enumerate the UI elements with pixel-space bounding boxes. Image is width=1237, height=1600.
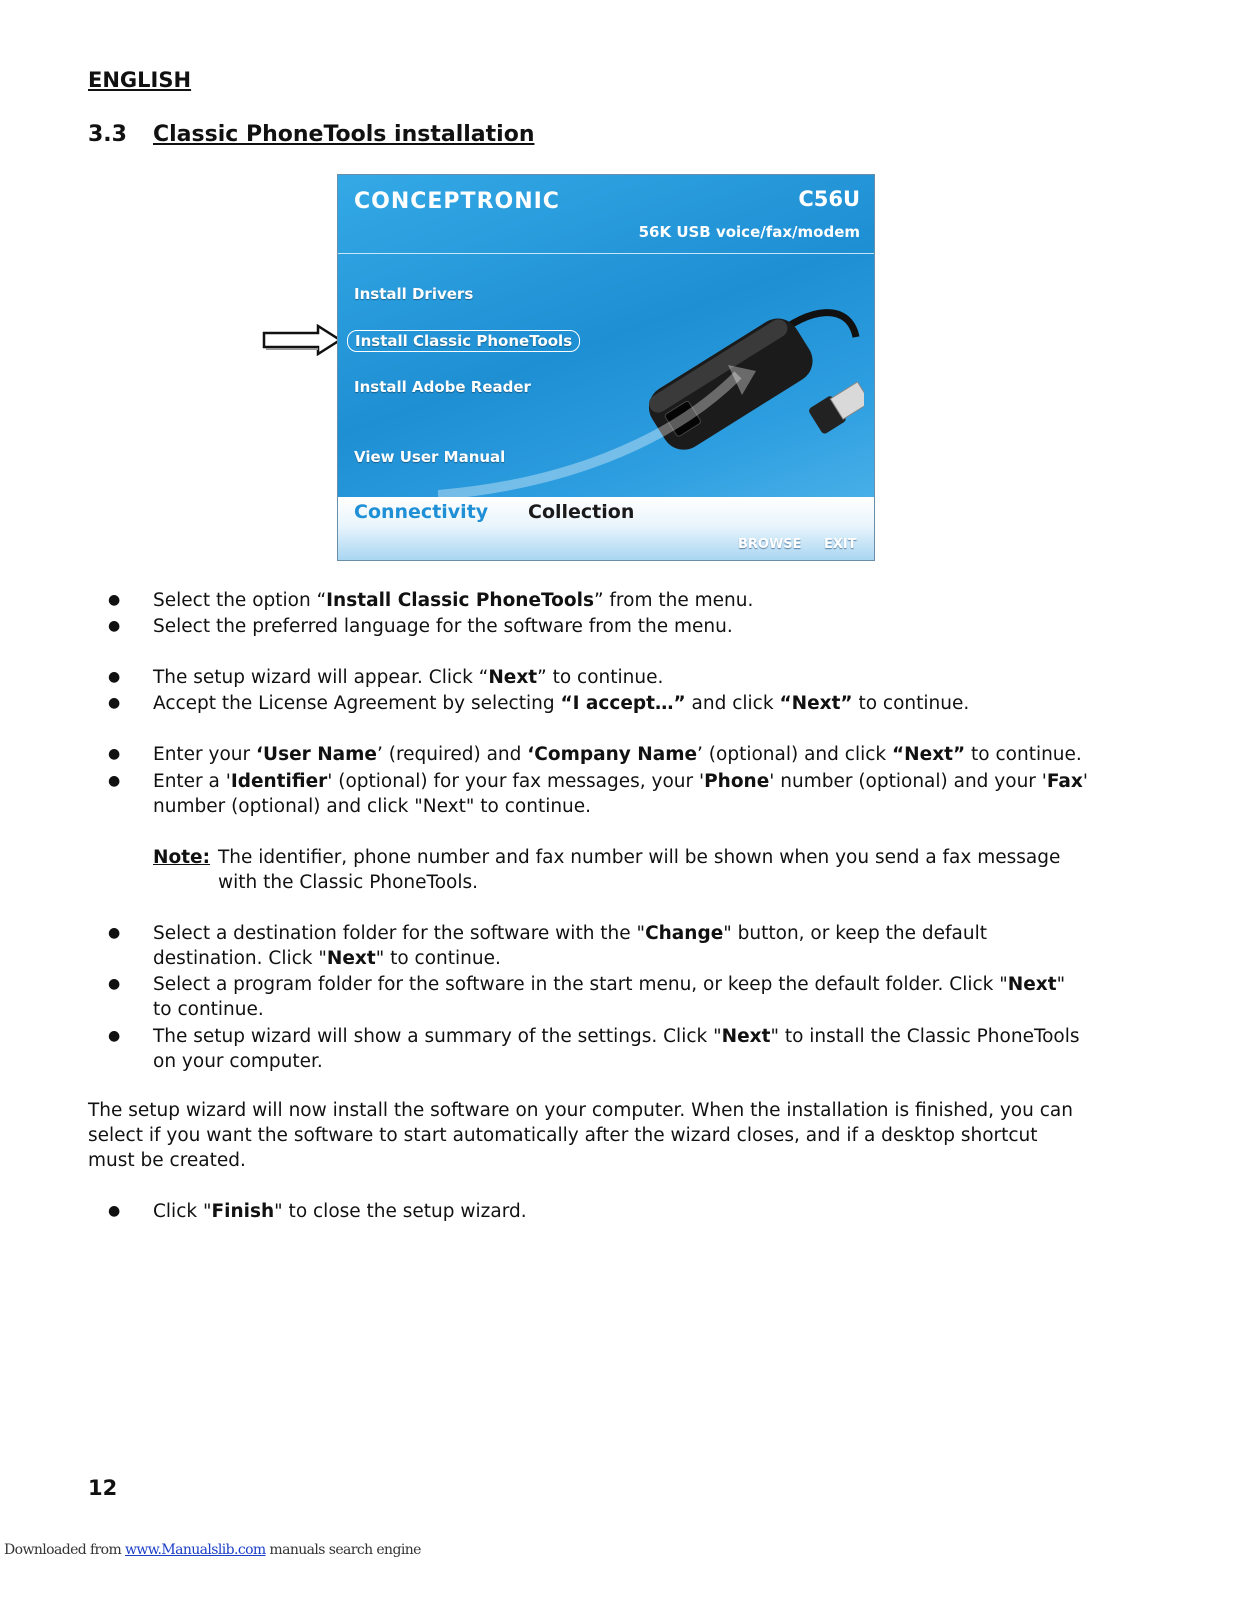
header-divider: [338, 253, 874, 254]
browse-button[interactable]: BROWSE: [738, 537, 802, 552]
page-number: 12: [88, 1476, 118, 1500]
list-item-continuation: destination. Click "Next" to continue.: [153, 948, 501, 969]
bullet-icon: ●: [108, 925, 121, 941]
exit-button[interactable]: EXIT: [824, 537, 857, 552]
brand-logo: CONCEPTRONIC: [354, 189, 560, 214]
list-item: The setup wizard will appear. Click “Next” to continue.: [153, 667, 664, 688]
list-item: Enter a 'Identifier' (optional) for your fax messages, your 'Phone' number (optional) and your 'Fax': [153, 771, 1088, 792]
menu-install-adobe-reader[interactable]: Install Adobe Reader: [354, 378, 531, 396]
bullet-icon: ●: [108, 695, 121, 711]
list-item: Select a program folder for the software in the start menu, or keep the default folder. Click "Next": [153, 974, 1066, 995]
list-item: Select a destination folder for the software with the "Change" button, or keep the default: [153, 923, 988, 944]
installer-screenshot: [337, 174, 875, 561]
list-item: Click "Finish" to close the setup wizard.: [153, 1201, 527, 1222]
note-text-line1: The identifier, phone number and fax number will be shown when you send a fax message: [218, 847, 1061, 868]
paragraph-line: must be created.: [88, 1150, 246, 1171]
list-item-continuation: on your computer.: [153, 1051, 323, 1072]
list-item: The setup wizard will show a summary of the settings. Click "Next" to install the Classic PhoneTools: [153, 1026, 1080, 1047]
list-item: Select the option “Install Classic PhoneTools” from the menu.: [153, 590, 754, 611]
product-subtitle: 56K USB voice/fax/modem: [638, 223, 860, 241]
list-item: Select the preferred language for the software from the menu.: [153, 616, 733, 637]
list-item: Enter your ‘User Name’ (required) and ‘Company Name’ (optional) and click “Next” to continue.: [153, 744, 1082, 765]
note-text-line2: with the Classic PhoneTools.: [218, 872, 478, 893]
swoosh-graphic: [438, 365, 758, 505]
note-label: Note:: [153, 847, 210, 868]
bullet-icon: ●: [108, 1203, 121, 1219]
section-number: 3.3: [88, 122, 127, 147]
list-item-continuation: number (optional) and click "Next" to continue.: [153, 796, 592, 817]
model-name: C56U: [798, 187, 860, 211]
collection-label-2: Collection: [528, 501, 635, 523]
bullet-icon: ●: [108, 773, 121, 789]
bullet-icon: ●: [108, 976, 121, 992]
bullet-icon: ●: [108, 1028, 121, 1044]
paragraph-line: The setup wizard will now install the software on your computer. When the installation is finished, you can: [88, 1100, 1073, 1121]
download-footer: Downloaded from www.Manualslib.com manuals search engine: [4, 1542, 421, 1558]
right-arrow-icon: [262, 324, 342, 356]
menu-install-drivers[interactable]: Install Drivers: [354, 285, 474, 303]
menu-install-classic-phonetools[interactable]: Install Classic PhoneTools: [347, 330, 580, 352]
menu-view-user-manual[interactable]: View User Manual: [354, 448, 506, 466]
list-item-continuation: to continue.: [153, 999, 264, 1020]
section-title: Classic PhoneTools installation: [153, 122, 535, 147]
bullet-icon: ●: [108, 618, 121, 634]
bullet-icon: ●: [108, 669, 121, 685]
bullet-icon: ●: [108, 746, 121, 762]
language-heading: ENGLISH: [88, 68, 192, 92]
paragraph-line: select if you want the software to start automatically after the wizard closes, and if a desktop shortcut: [88, 1125, 1038, 1146]
list-item: Accept the License Agreement by selecting “I accept…” and click “Next” to continue.: [153, 693, 970, 714]
manualslib-link[interactable]: www.Manualslib.com: [125, 1542, 266, 1558]
collection-label-1: Connectivity: [354, 501, 489, 523]
bullet-icon: ●: [108, 592, 121, 608]
